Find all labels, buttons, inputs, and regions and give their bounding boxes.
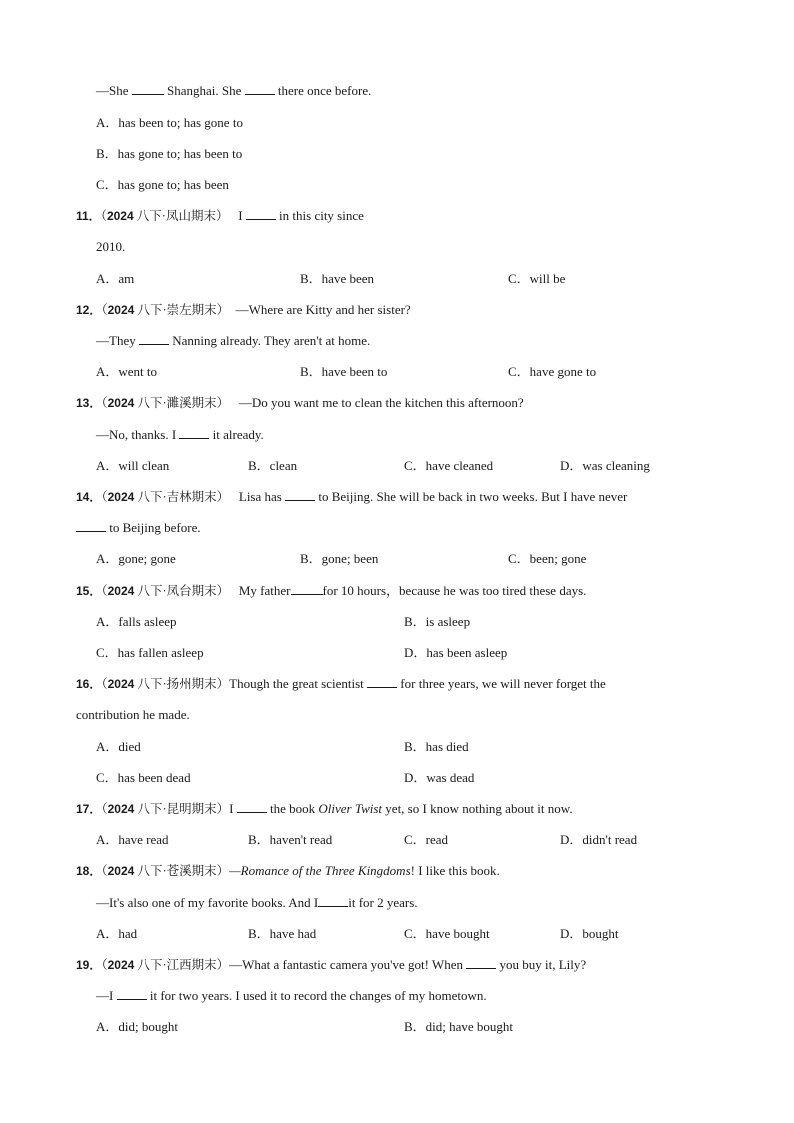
q13-option-b: B．clean — [248, 458, 298, 473]
text: My father — [238, 583, 291, 598]
year: 2024 — [107, 677, 135, 691]
answer-blank — [285, 489, 315, 501]
year: 2024 — [107, 958, 135, 972]
q18-option-d: D．bought — [560, 926, 619, 941]
q13-option-c: C．have cleaned — [404, 458, 494, 473]
q10-option-a: A．has been to; has gone to — [96, 115, 243, 130]
text: Nanning already. They aren't at home. — [168, 333, 371, 348]
text: （ — [100, 209, 107, 223]
text: it for two years. I used it to record the changes of my hometown. — [146, 988, 487, 1003]
text: —They — [96, 333, 139, 348]
q12-option-a: A．went to — [96, 364, 158, 379]
q14-option-b: B．gone; been — [300, 551, 379, 566]
text: Though the great scientist — [229, 676, 368, 691]
q11-stem-line2: 2010. — [96, 239, 126, 254]
answer-blank — [246, 208, 276, 220]
q14-option-c: C．been; gone — [508, 551, 587, 566]
text: 八下·江西期末） — [134, 958, 230, 972]
answer-blank — [237, 801, 267, 813]
text: yet, so I know nothing about it now. — [382, 801, 573, 816]
text: in this city since — [275, 208, 364, 223]
q18-option-b: B．have had — [248, 926, 317, 941]
text: 八下·昆明期末） — [134, 802, 230, 816]
q17-option-a: A．have read — [96, 832, 169, 847]
text: ! I like this book. — [410, 863, 500, 878]
question-number: 17． — [76, 802, 102, 816]
q16-stem — [76, 676, 606, 692]
text: the book — [266, 801, 319, 816]
text: it already. — [209, 427, 264, 442]
text: （ — [101, 677, 108, 691]
q10-option-b: B．has gone to; has been to — [96, 146, 243, 161]
year: 2024 — [107, 584, 135, 598]
text: 八下·凤台期末） — [134, 584, 230, 598]
q17-option-b: B．haven't read — [248, 832, 333, 847]
q16-stem-line2: contribution he made. — [76, 707, 190, 722]
q17-stem — [76, 801, 573, 817]
year: 2024 — [106, 209, 134, 223]
q18-stem-line2 — [96, 895, 418, 911]
text: —What a fantastic camera you've got! When — [229, 957, 467, 972]
year: 2024 — [107, 396, 135, 410]
question-number: 19． — [76, 958, 102, 972]
text: —Do you want me to clean the kitchen this afternoon? — [238, 395, 524, 410]
text: 八下·扬州期末） — [134, 677, 230, 691]
text: Lisa has — [238, 489, 286, 504]
q17-option-d: D．didn't read — [560, 832, 638, 847]
answer-blank — [179, 427, 209, 439]
text: （ — [101, 490, 108, 504]
q12-stem — [76, 302, 411, 318]
book-title: Oliver Twist — [318, 801, 383, 816]
question-source — [101, 584, 229, 598]
year: 2024 — [107, 864, 135, 878]
text: you buy it, Lily? — [496, 957, 587, 972]
q11-option-c: C．will be — [508, 271, 566, 286]
year: 2024 — [107, 490, 135, 504]
answer-blank — [76, 520, 106, 532]
text: 八下·吉林期末） — [134, 490, 230, 504]
text: I — [229, 801, 237, 816]
q11-option-a: A．am — [96, 271, 135, 286]
text: —No, thanks. I — [96, 427, 180, 442]
question-source — [101, 958, 229, 972]
answer-blank — [132, 83, 164, 95]
q10-line1 — [96, 83, 371, 99]
text: —Where are Kitty and her sister? — [235, 302, 411, 317]
text: it for 2 years. — [348, 895, 418, 910]
q13-stem — [76, 395, 524, 411]
question-source — [101, 802, 229, 816]
text: （ — [101, 396, 108, 410]
question-source — [101, 303, 229, 317]
text: 八下·苍溪期末） — [134, 864, 230, 878]
q16-option-c: C．has been dead — [96, 770, 191, 785]
q15-option-a: A．falls asleep — [96, 614, 177, 629]
q12-option-b: B．have been to — [300, 364, 388, 379]
year: 2024 — [107, 802, 135, 816]
q19-option-a: A．did; bought — [96, 1019, 178, 1034]
text: （ — [101, 802, 108, 816]
question-source — [101, 209, 229, 223]
text: I — [238, 208, 246, 223]
answer-blank — [318, 895, 348, 907]
q17-option-c: C．read — [404, 832, 449, 847]
text: —She — [96, 83, 132, 98]
q16-option-d: D．was dead — [404, 770, 475, 785]
q10-option-c: C．has gone to; has been — [96, 177, 229, 192]
answer-blank — [245, 83, 275, 95]
question-source — [101, 677, 229, 691]
question-number: 16． — [76, 677, 102, 691]
q13-option-a: A．will clean — [96, 458, 170, 473]
year: 2024 — [107, 303, 135, 317]
text: —It's also one of my favorite books. And I — [96, 895, 319, 910]
text: for 10 hours，because he was too tired these days. — [322, 583, 587, 598]
answer-blank — [367, 676, 397, 688]
text: （ — [101, 303, 108, 317]
question-number: 14． — [76, 490, 102, 504]
text: （ — [101, 958, 108, 972]
q15-stem — [76, 583, 586, 599]
q12-option-c: C．have gone to — [508, 364, 597, 379]
text: （ — [101, 864, 108, 878]
q13-stem-line2 — [96, 427, 264, 443]
question-source — [101, 396, 229, 410]
q15-option-b: B．is asleep — [404, 614, 471, 629]
text: Shanghai. She — [163, 83, 245, 98]
q15-option-d: D．has been asleep — [404, 645, 508, 660]
text: （ — [101, 584, 108, 598]
q19-option-b: B．did; have bought — [404, 1019, 514, 1034]
q18-stem — [76, 863, 500, 879]
q18-option-c: C．have bought — [404, 926, 490, 941]
text: —I — [96, 988, 117, 1003]
text: for three years, we will never forget the — [397, 676, 606, 691]
question-number: 13． — [76, 396, 102, 410]
q11-stem — [76, 208, 364, 224]
text: 八下·凤山期末） — [133, 209, 229, 223]
text: there once before. — [274, 83, 372, 98]
q16-option-b: B．has died — [404, 739, 469, 754]
question-number: 11． — [76, 209, 101, 223]
text: to Beijing before. — [106, 520, 201, 535]
text: 八下·濉溪期末） — [134, 396, 230, 410]
question-source — [101, 864, 229, 878]
answer-blank — [291, 583, 323, 595]
text: 八下·崇左期末） — [134, 303, 230, 317]
question-source — [101, 490, 229, 504]
q15-option-c: C．has fallen asleep — [96, 645, 204, 660]
answer-blank — [117, 988, 147, 1000]
q18-option-a: A．had — [96, 926, 138, 941]
q14-option-a: A．gone; gone — [96, 551, 176, 566]
q13-option-d: D．was cleaning — [560, 458, 650, 473]
question-number: 18． — [76, 864, 102, 878]
q19-stem — [76, 957, 586, 973]
text: to Beijing. She will be back in two weeks. But I have never — [315, 489, 628, 504]
q14-stem-line2 — [76, 520, 201, 536]
question-number: 12． — [76, 303, 102, 317]
q14-stem — [76, 489, 627, 505]
q16-option-a: A．died — [96, 739, 141, 754]
book-title: —Romance of the Three Kingdoms — [229, 863, 411, 878]
answer-blank — [139, 333, 169, 345]
q19-stem-line2 — [96, 988, 487, 1004]
answer-blank — [466, 957, 496, 969]
q11-option-b: B．have been — [300, 271, 375, 286]
question-number: 15． — [76, 584, 102, 598]
q12-stem-line2 — [96, 333, 370, 349]
